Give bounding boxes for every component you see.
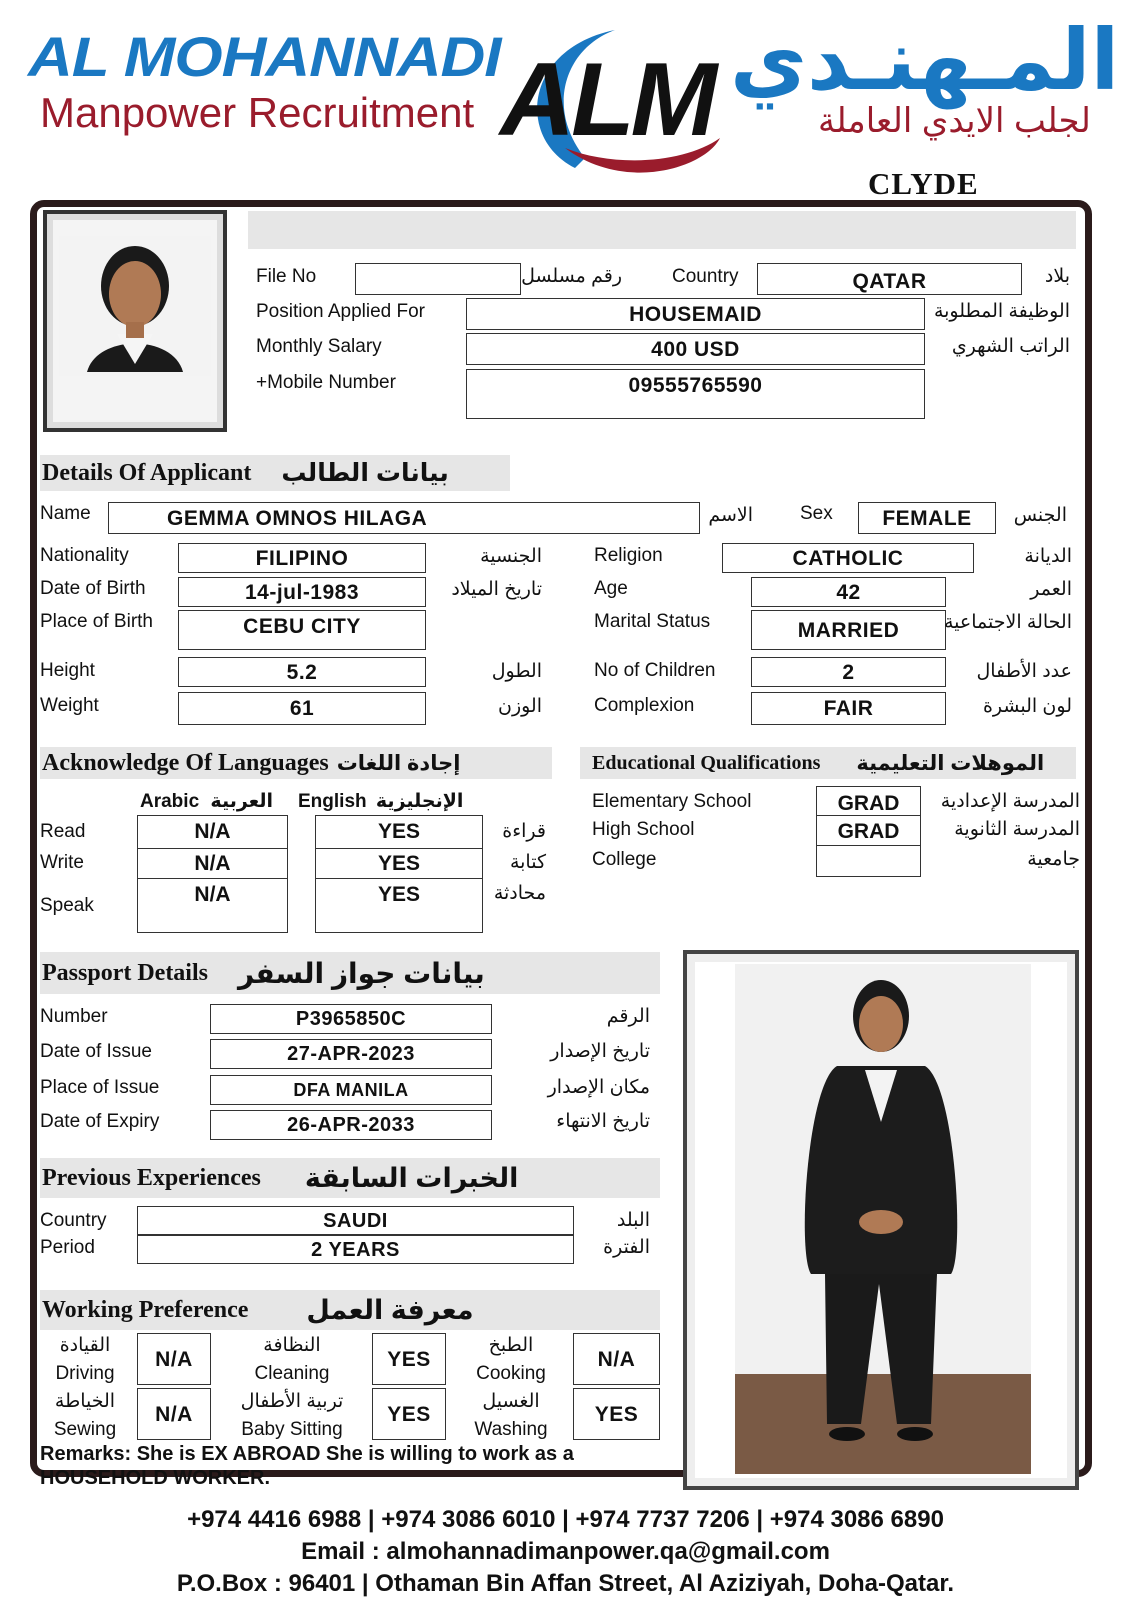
speak-label: Speak (40, 895, 94, 916)
nationality-field[interactable]: FILIPINO (178, 543, 426, 573)
passport-title-ar: بيانات جواز السفر (237, 957, 485, 989)
nationality-label: Nationality (40, 545, 129, 566)
driving-label: Driving (55, 1363, 115, 1384)
english-column-label-ar: الإنجليزية (375, 791, 464, 812)
company-tagline-en: Manpower Recruitment (40, 89, 475, 136)
salary-label-ar: الراتب الشهري (951, 336, 1070, 357)
religion-field[interactable]: CATHOLIC (722, 543, 974, 573)
name-field[interactable]: GEMMA OMNOS HILAGA (108, 502, 700, 534)
full-body-photo (683, 950, 1079, 1490)
divider (137, 878, 288, 879)
sewing-label-ar: الخياطة (54, 1391, 116, 1412)
sewing-label: Sewing (53, 1419, 117, 1440)
sex-label: Sex (800, 503, 833, 524)
washing-label-ar: الغسيل (482, 1391, 540, 1412)
exp-country-label-ar: البلد (616, 1210, 650, 1231)
file-no-label-ar: رقم مسلسل (521, 266, 622, 287)
exp-period-field[interactable]: 2 YEARS (137, 1235, 574, 1264)
english-column-label: English (298, 791, 367, 812)
file-no-label: File No (256, 266, 317, 287)
college-label: College (592, 849, 657, 870)
cooking-value[interactable]: N/A (573, 1333, 660, 1385)
remarks: Remarks: She is EX ABROAD She is willing to work as a HOUSEHOLD WORKER. (40, 1443, 574, 1489)
weight-label: Weight (40, 695, 99, 716)
exp-country-label: Country (40, 1210, 107, 1231)
footer-address: P.O.Box : 96401 | Othaman Bin Affan Street, Al Aziziyah, Doha-Qatar. (176, 1570, 955, 1597)
languages-title-ar: إجادة اللغات (336, 751, 461, 775)
cleaning-label: Cleaning (254, 1363, 330, 1384)
write-label-ar: كتابة (509, 852, 546, 873)
highschool-label: High School (592, 819, 695, 840)
arabic-column-header (140, 792, 273, 811)
driving-label-ar: القيادة (59, 1335, 111, 1356)
mobile-field[interactable]: 09555765590 (466, 369, 925, 419)
write-label: Write (40, 852, 84, 873)
issue-date-label: Date of Issue (40, 1041, 152, 1062)
cooking-label-ar: الطبخ (488, 1335, 534, 1356)
read-english: YES (377, 820, 421, 843)
age-label: Age (594, 578, 628, 599)
sex-field[interactable]: FEMALE (858, 502, 996, 534)
mobile-label: +Mobile Number (256, 372, 396, 393)
age-field[interactable]: 42 (751, 577, 946, 607)
education-title: Educational Qualifications (592, 751, 821, 774)
languages-title: Acknowledge Of Languages (42, 749, 329, 776)
height-label-ar: الطول (491, 661, 542, 682)
salary-field[interactable]: 400 USD (466, 333, 925, 365)
washing-value[interactable]: YES (573, 1388, 660, 1440)
preference-section-header (40, 1290, 660, 1330)
arabic-column-label-ar: العربية (210, 791, 274, 812)
salary-label: Monthly Salary (256, 336, 382, 357)
write-arabic: N/A (194, 852, 231, 875)
divider (315, 848, 483, 849)
religion-label: Religion (594, 545, 663, 566)
cleaning-label-ar: النظافة (263, 1335, 321, 1356)
company-name-en: AL MOHANNADI (28, 26, 501, 89)
weight-field[interactable]: 61 (178, 692, 426, 725)
driving-value[interactable]: N/A (137, 1333, 211, 1385)
speak-arabic: N/A (194, 883, 231, 906)
languages-section-header (40, 747, 552, 779)
cooking-label: Cooking (476, 1363, 546, 1384)
passport-photo (43, 210, 227, 432)
applicant-title-ar: بيانات الطالب (281, 459, 449, 487)
top-band (248, 211, 1076, 249)
passport-number-label: Number (40, 1006, 108, 1027)
elementary-label: Elementary School (592, 791, 752, 812)
education-title-ar: الموهلات التعليمية (856, 751, 1045, 775)
pob-field[interactable]: CEBU CITY (178, 610, 426, 650)
issue-place-field[interactable]: DFA MANILA (210, 1075, 492, 1105)
issue-place-label: Place of Issue (40, 1077, 160, 1098)
file-no-field[interactable] (355, 263, 521, 295)
passport-title: Passport Details (42, 959, 208, 986)
arabic-column-label: Arabic (140, 791, 200, 812)
company-name-ar: المـهنـدي (730, 13, 1120, 107)
dob-field[interactable]: 14-jul-1983 (178, 577, 426, 607)
nationality-label-ar: الجنسية (480, 546, 542, 567)
sex-label-ar: الجنس (1013, 505, 1067, 526)
preference-title-ar: معرفة العمل (306, 1294, 474, 1325)
issue-date-field[interactable]: 27-APR-2023 (210, 1039, 492, 1069)
highschool-label-ar: المدرسة الثانوية (954, 819, 1080, 840)
issue-place-label-ar: مكان الإصدار (547, 1077, 650, 1098)
applicant-section-header (40, 455, 510, 491)
college-label-ar: جامعية (1027, 849, 1080, 870)
divider (816, 845, 921, 846)
experience-title: Previous Experiences (42, 1164, 261, 1191)
candidate-code: CLYDE (868, 166, 979, 201)
height-label: Height (40, 660, 95, 681)
name-label: Name (40, 503, 91, 524)
passport-section-header (40, 952, 660, 994)
height-field[interactable]: 5.2 (178, 657, 426, 687)
marital-label-ar: الحالة الاجتماعية (944, 612, 1072, 633)
applicant-title: Details Of Applicant (42, 459, 252, 486)
speak-label-ar: محادثة (493, 883, 546, 904)
baby-sitting-value[interactable]: YES (372, 1388, 446, 1440)
elementary-value: GRAD (837, 792, 900, 815)
religion-label-ar: الديانة (1024, 546, 1072, 567)
country-label-ar: بلاد (1044, 266, 1070, 287)
write-english: YES (377, 852, 421, 875)
expiry-date-label-ar: تاريخ الانتهاء (556, 1111, 650, 1132)
dob-label-ar: تاريخ الميلاد (451, 579, 542, 600)
pob-label: Place of Birth (40, 611, 153, 632)
baby-sitting-label: Baby Sitting (241, 1419, 343, 1440)
experience-section-header (40, 1158, 660, 1198)
marital-label: Marital Status (594, 611, 711, 632)
education-section-header (580, 747, 1076, 779)
complexion-label-ar: لون البشرة (982, 696, 1072, 717)
experience-title-ar: الخبرات السابقة (304, 1162, 519, 1193)
washing-label: Washing (474, 1419, 548, 1440)
divider (137, 848, 288, 849)
complexion-field[interactable]: FAIR (751, 692, 946, 725)
expiry-date-field[interactable]: 26-APR-2033 (210, 1110, 492, 1140)
brand-logo: ALM (500, 42, 714, 158)
dob-label: Date of Birth (40, 578, 146, 599)
position-label: Position Applied For (256, 301, 425, 322)
footer-phones: +974 4416 6988 | +974 3086 6010 | +974 7737 7206 | +974 3086 6890 (187, 1506, 944, 1533)
passport-number-field[interactable]: P3965850C (210, 1004, 492, 1034)
english-column-header (298, 792, 463, 811)
position-label-ar: الوظيفة المطلوبة (933, 301, 1070, 322)
read-label: Read (40, 821, 86, 842)
exp-period-label: Period (40, 1237, 95, 1258)
exp-period-label-ar: الفترة (603, 1237, 650, 1258)
divider (315, 878, 483, 879)
footer-email: Email : almohannadimanpower.qa@gmail.com (301, 1538, 830, 1565)
position-field[interactable]: HOUSEMAID (466, 298, 925, 330)
cleaning-value[interactable]: YES (372, 1333, 446, 1385)
age-label-ar: العمر (1030, 579, 1072, 600)
children-field[interactable]: 2 (751, 657, 946, 687)
speak-english: YES (377, 883, 421, 906)
baby-sitting-label-ar: تربية الأطفال (240, 1391, 344, 1412)
company-tagline-ar: لجلب الايدي العاملة (818, 102, 1091, 140)
issue-date-label-ar: تاريخ الإصدار (550, 1041, 650, 1062)
exp-country-field[interactable]: SAUDI (137, 1206, 574, 1235)
read-arabic: N/A (194, 820, 231, 843)
highschool-value: GRAD (837, 820, 900, 843)
elementary-label-ar: المدرسة الإعدادية (940, 791, 1080, 812)
preference-title: Working Preference (42, 1296, 249, 1323)
name-label-ar: الاسم (708, 505, 753, 526)
complexion-label: Complexion (594, 695, 695, 716)
children-label-ar: عدد الأطفال (976, 661, 1072, 682)
read-label-ar: قراءة (502, 821, 546, 842)
children-label: No of Children (594, 660, 716, 681)
country-field[interactable]: QATAR (757, 263, 1022, 295)
country-label: Country (672, 266, 739, 287)
expiry-date-label: Date of Expiry (40, 1111, 160, 1132)
weight-label-ar: الوزن (497, 696, 542, 717)
marital-field[interactable]: MARRIED (751, 610, 946, 650)
passport-number-label-ar: الرقم (606, 1006, 650, 1027)
sewing-value[interactable]: N/A (137, 1388, 211, 1440)
